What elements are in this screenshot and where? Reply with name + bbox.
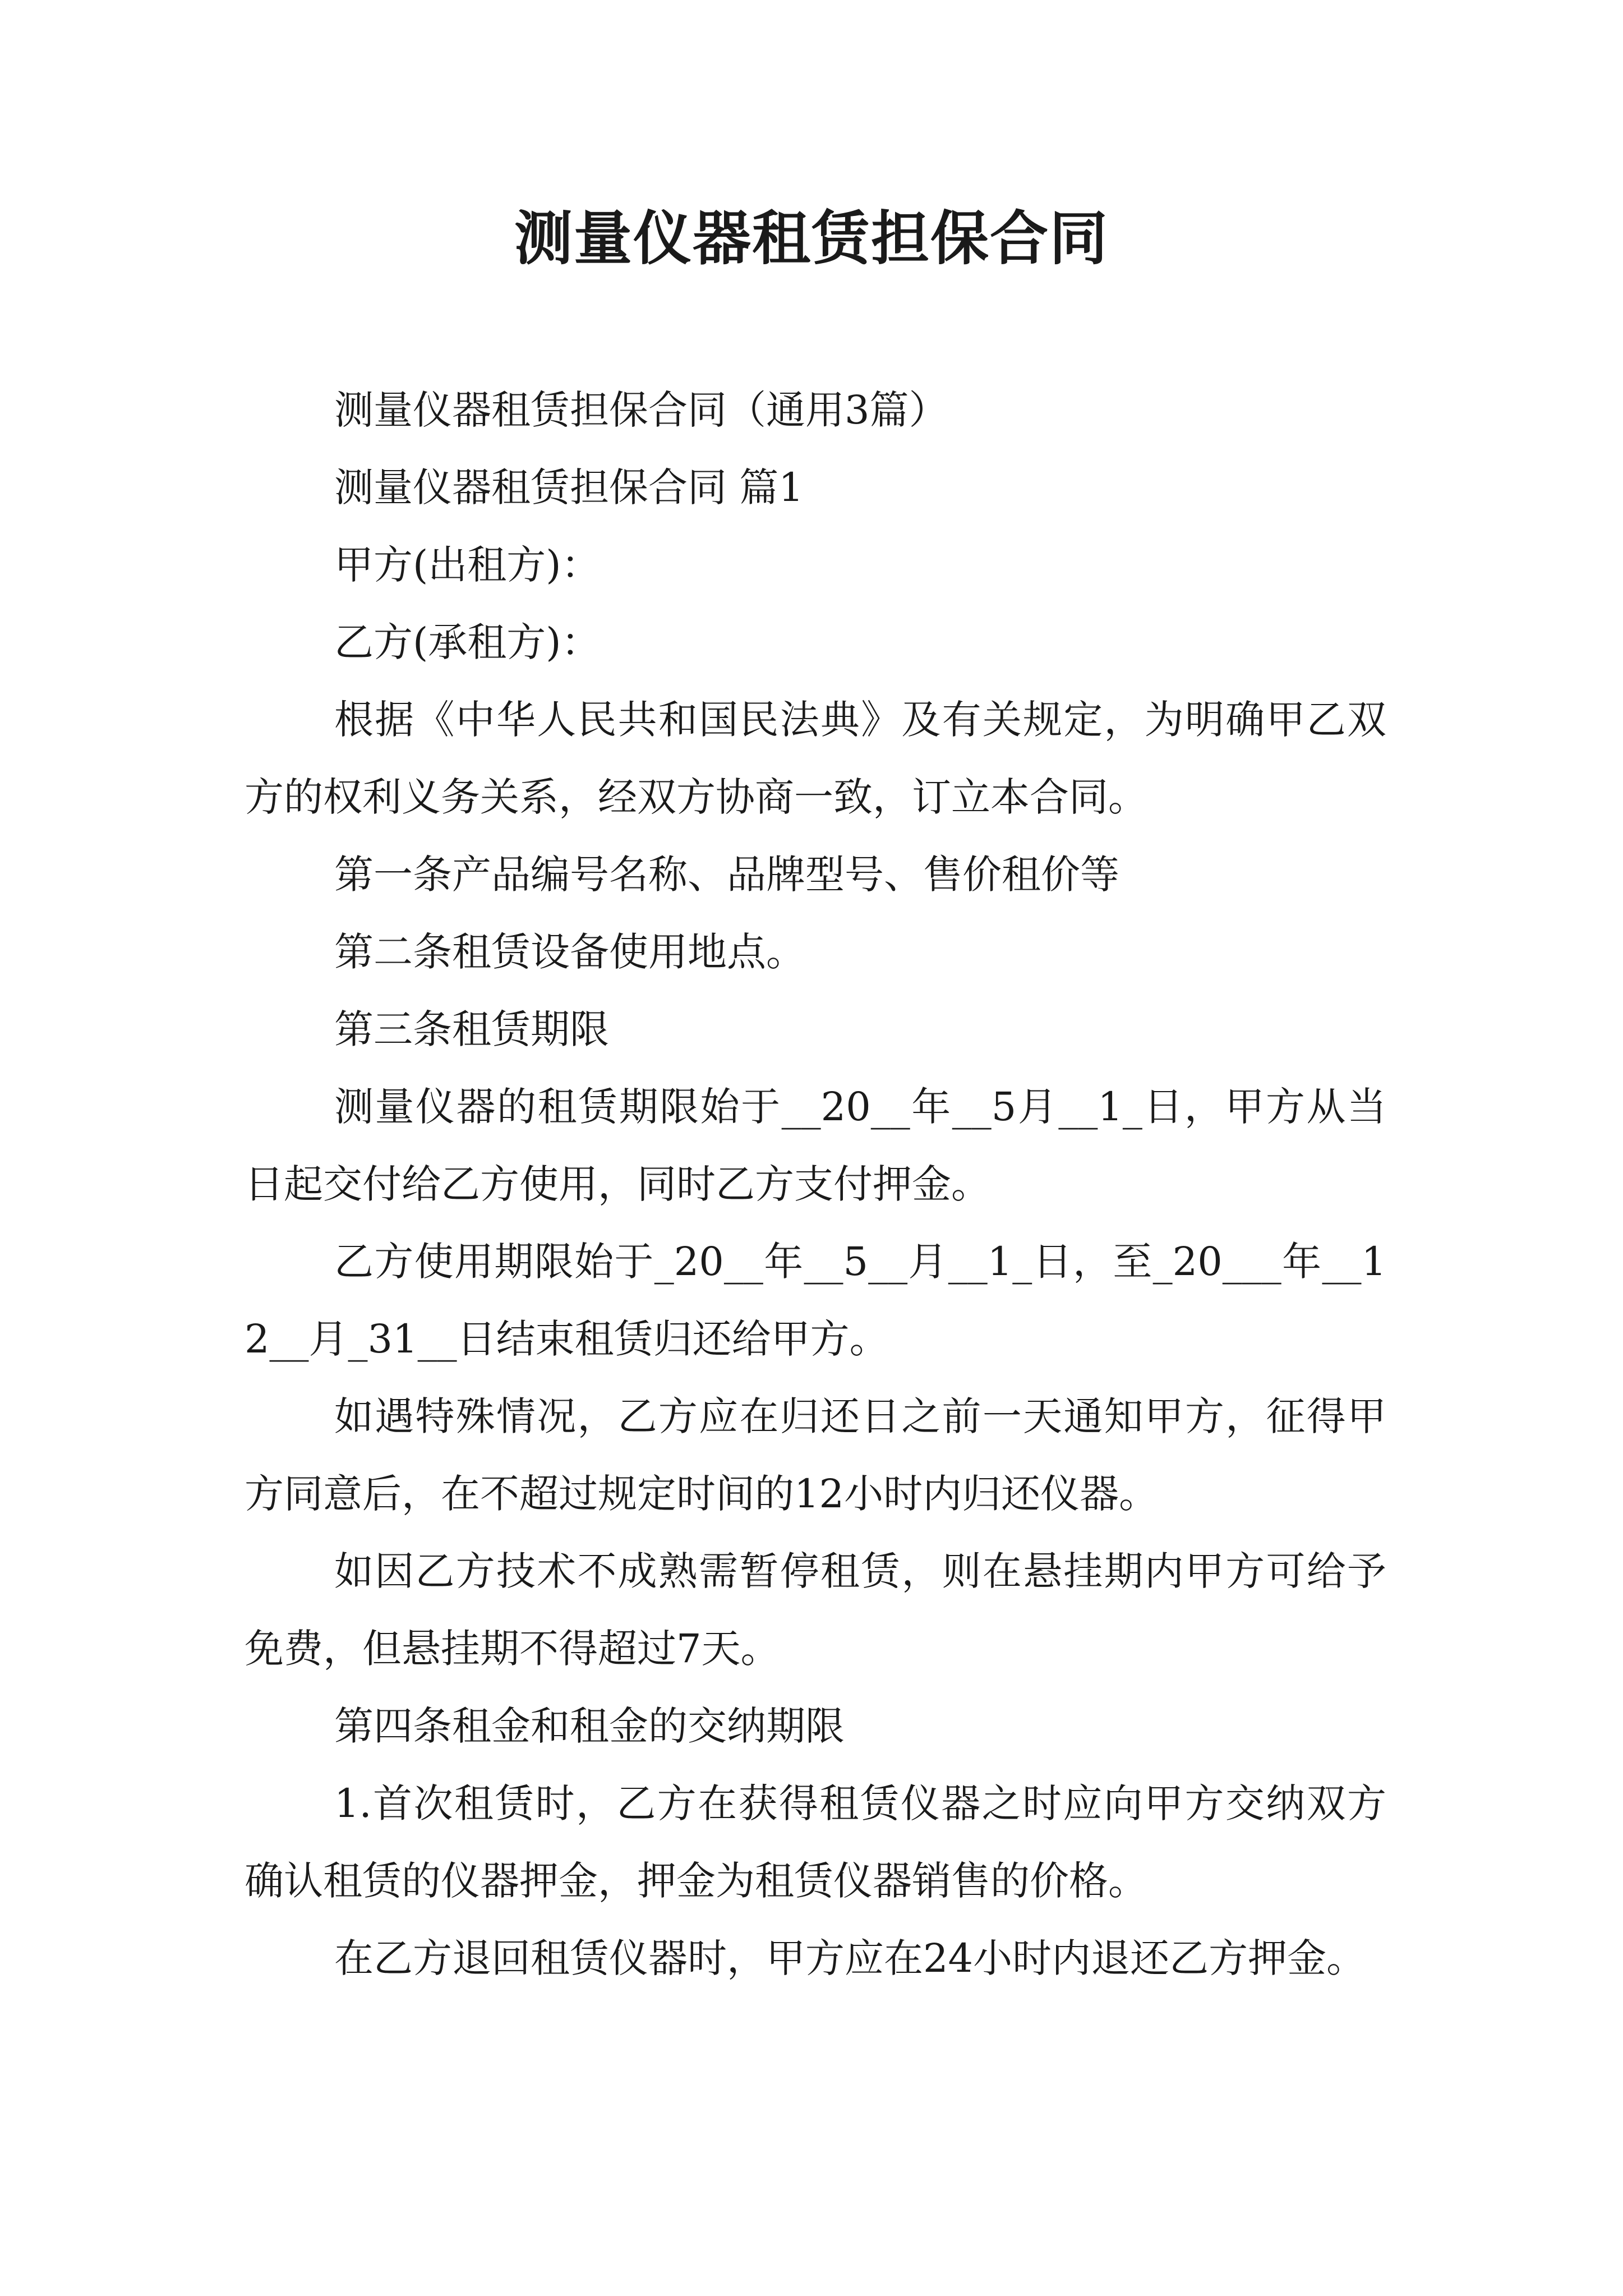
paragraph-article-4: 第四条租金和租金的交纳期限 bbox=[334, 1703, 845, 1749]
paragraph-deposit: 1.首次租赁时，乙方在获得租赁仪器之时应向甲方交纳双方确认租赁的仪器押金，押金为租赁仪器销售的价格。 bbox=[245, 1780, 1386, 1904]
paragraph-section-heading: 测量仪器租赁担保合同 篇1 bbox=[334, 464, 804, 510]
paragraph-article-3: 第三条租赁期限 bbox=[334, 1006, 609, 1052]
document-title: 测量仪器租赁担保合同 bbox=[514, 204, 1109, 273]
paragraph-subtitle: 测量仪器租赁担保合同（通用3篇） bbox=[334, 387, 948, 433]
document-body bbox=[245, 371, 1386, 1997]
paragraph-use-period: 乙方使用期限始于_20__年__5__月__1_日，至_20___年__12__月_31__日结束租赁归还给甲方。 bbox=[245, 1239, 1386, 1362]
paragraph-party-a: 甲方(出租方)： bbox=[334, 542, 601, 588]
paragraph-preamble: 根据《中华人民共和国民法典》及有关规定，为明确甲乙双方的权利义务关系，经双方协商一致，订立本合同。 bbox=[245, 697, 1386, 820]
paragraph-deposit-refund: 在乙方退回租赁仪器时，甲方应在24小时内退还乙方押金。 bbox=[334, 1935, 1366, 1981]
paragraph-special-case: 如遇特殊情况，乙方应在归还日之前一天通知甲方，征得甲方同意后，在不超过规定时间的12小时内归还仪器。 bbox=[245, 1393, 1386, 1517]
paragraph-article-1: 第一条产品编号名称、品牌型号、售价租价等 bbox=[334, 852, 1119, 898]
paragraph-suspension: 如因乙方技术不成熟需暂停租赁，则在悬挂期内甲方可给予免费，但悬挂期不得超过7天。 bbox=[245, 1548, 1386, 1672]
paragraph-article-2: 第二条租赁设备使用地点。 bbox=[334, 929, 805, 975]
paragraph-party-b: 乙方(承租方)： bbox=[334, 619, 601, 665]
paragraph-lease-start: 测量仪器的租赁期限始于__20__年__5月__1_日，甲方从当日起交付给乙方使用，同时乙方支付押金。 bbox=[245, 1084, 1386, 1207]
